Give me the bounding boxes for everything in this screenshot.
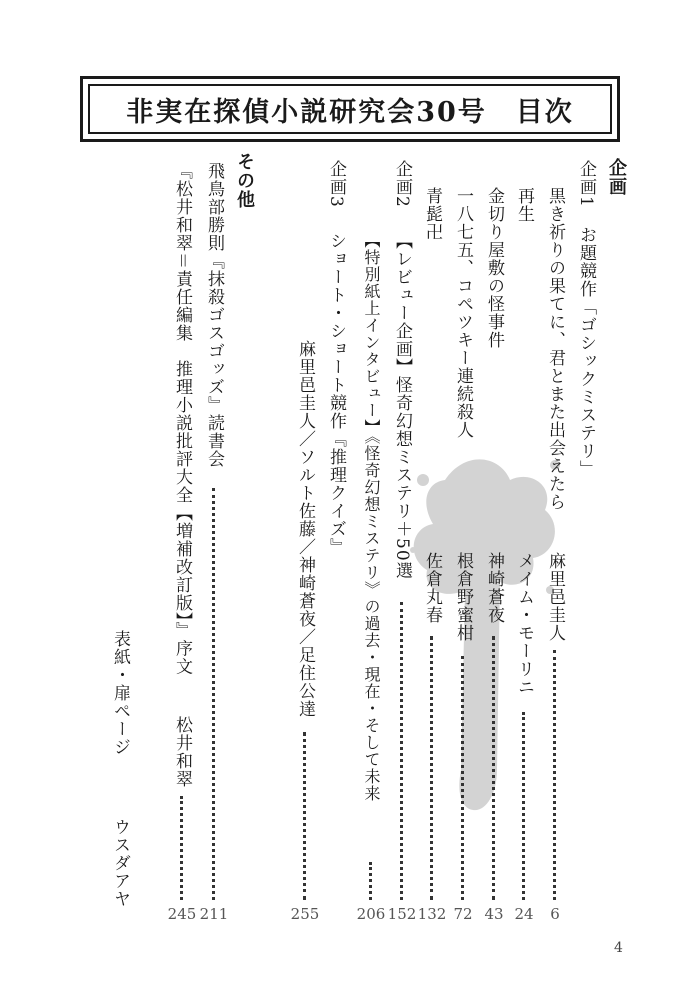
- entry-title-3: 金切り屋敷の怪事件: [484, 187, 504, 349]
- page-number-3: 43: [484, 905, 504, 923]
- entry-label-kikaku1: 企画1 お題競作「ゴシックミステリ」: [576, 160, 596, 478]
- leader-dots-5: [430, 636, 433, 900]
- page-title: 非実在探偵小説研究会30号 目次: [88, 84, 612, 134]
- entry-title-9: 飛鳥部勝則『抹殺ゴスゴッズ』読書会: [204, 162, 224, 468]
- entry-title-8: ショート・ショート競作『推理クイズ』: [326, 232, 346, 556]
- entry-authors-8: 麻里邑圭人／ソルト佐藤／神崎蒼夜／足住公達: [295, 340, 315, 718]
- entry-author-10: 松井和翠: [172, 716, 192, 788]
- entry-author-11: ウスダアヤ: [110, 818, 130, 908]
- entry-label-kikaku3: 企画3: [326, 160, 346, 208]
- page-number-2: 24: [514, 905, 534, 923]
- entry-label-kikaku2: 企画2: [392, 160, 412, 208]
- entry-title-10: 『松井和翠＝責任編集 推理小説批評大全【増補改訂版】』序文: [172, 162, 192, 676]
- page-number-9: 211: [199, 905, 229, 923]
- entry-author-3: 神崎蒼夜: [484, 552, 504, 624]
- page-number-1: 6: [550, 905, 560, 923]
- entry-title-2: 再生: [514, 187, 534, 223]
- entry-author-2: メイム・モーリニ: [514, 552, 534, 696]
- page-number-5: 132: [417, 905, 447, 923]
- leader-dots-6: [400, 602, 403, 900]
- leader-dots-3: [492, 636, 495, 900]
- page-number-8: 255: [290, 905, 320, 923]
- entry-title-7: 【特別紙上インタビュー】《怪奇幻想ミステリ》の過去・現在・そして未来: [362, 232, 381, 802]
- leader-dots-4: [461, 656, 464, 900]
- leader-dots-7: [369, 862, 372, 900]
- entry-title-6: 【レビュー企画】怪奇幻想ミステリ＋50選: [392, 232, 412, 580]
- leader-dots-10: [180, 796, 183, 900]
- entry-title-1: 黒き祈りの果てに、君とまた出会えたら: [545, 187, 565, 511]
- page-number-6: 152: [387, 905, 417, 923]
- page-number-10: 245: [167, 905, 197, 923]
- page-number-4: 72: [453, 905, 473, 923]
- entry-title-5: 青髭卍: [422, 187, 442, 241]
- page-number-7: 206: [356, 905, 386, 923]
- leader-dots-9: [212, 488, 215, 900]
- page-folio: 4: [614, 940, 623, 956]
- entry-author-1: 麻里邑圭人: [545, 552, 565, 642]
- title-frame: [80, 76, 620, 142]
- ink-stain-decoration: [405, 440, 565, 860]
- leader-dots-2: [522, 712, 525, 900]
- entry-author-5: 佐倉丸春: [422, 552, 442, 624]
- section-heading-kikaku: 企画: [606, 158, 627, 196]
- leader-dots-8: [303, 732, 306, 900]
- entry-author-4: 根倉野蜜柑: [453, 552, 473, 642]
- leader-dots-1: [553, 650, 556, 900]
- section-heading-sonota: その他: [234, 152, 255, 209]
- entry-title-11: 表紙・扉ページ: [110, 630, 130, 756]
- entry-title-4: 一八七五、コペツキー連続殺人: [453, 187, 473, 439]
